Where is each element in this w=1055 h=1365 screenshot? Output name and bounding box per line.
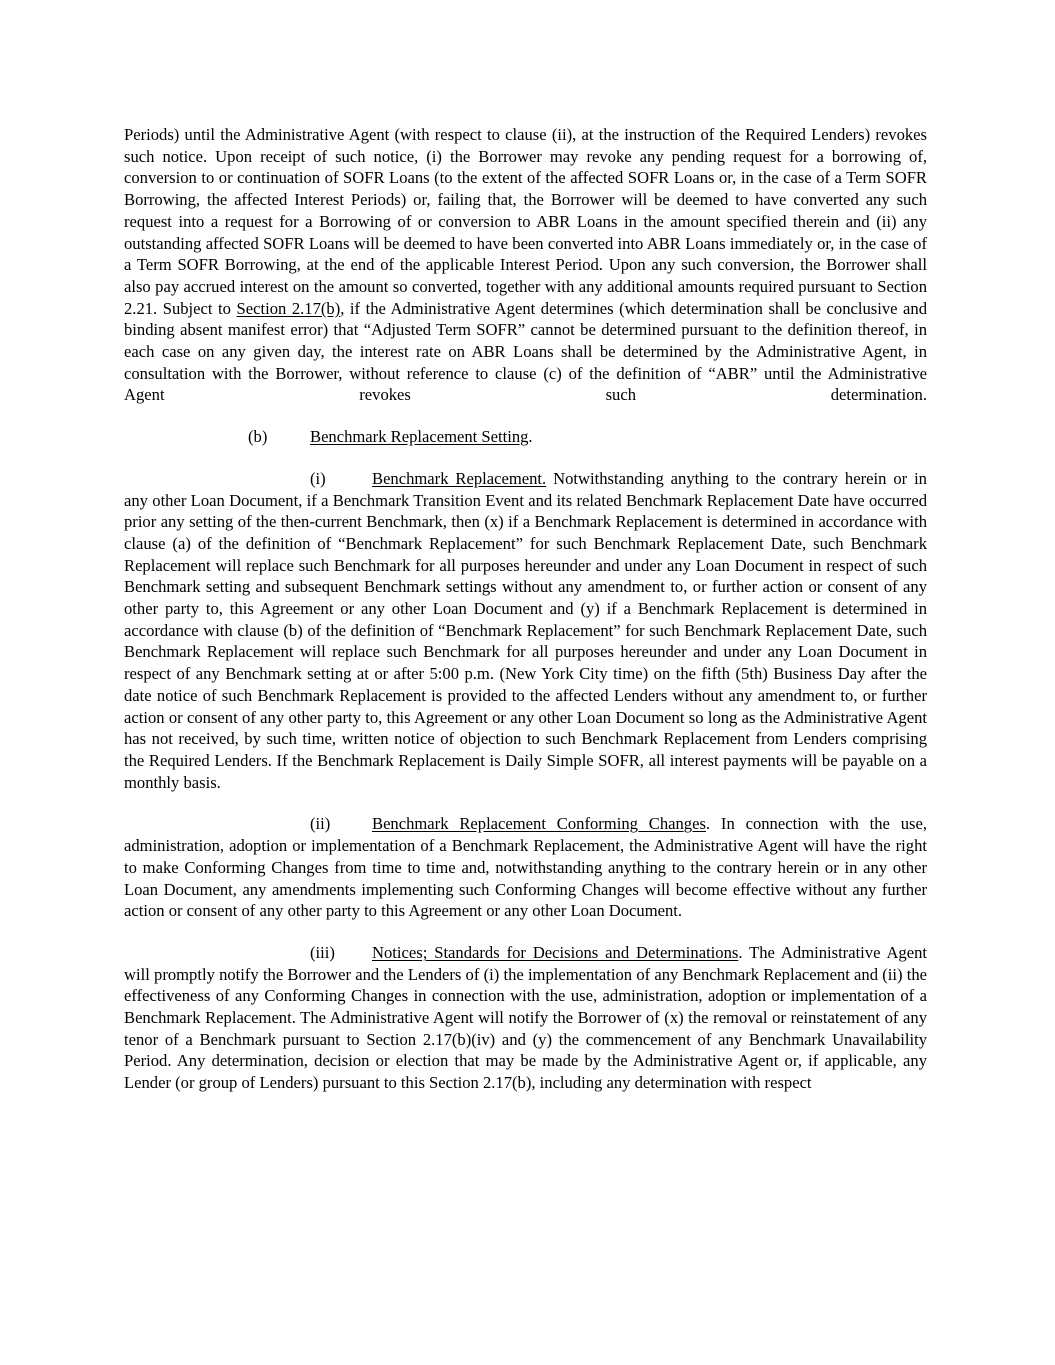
subsection-iii [124, 942, 927, 1094]
subsection-ii-number: (ii) [310, 814, 331, 834]
subsection-iii-text: . The Administrative Agent will promptly notify the Borrower and the Lenders of (i) the implementation of any Benchmark Replacement and (ii) the effectiveness of any Conforming Changes in connection with the use, administration, adoption or implementation of a Benchmark Replacement. The Administrative Agent will notify the Borrower of (x) the removal or reinstatement of any tenor of a Benchmark pursuant to Section 2.17(b)(iv) and (y) the commencement of any Benchmark Unavailability Period. Any determination, decision or election that may be made by the Administrative Agent or, if applicable, any Lender (or group of Lenders) pursuant to this Section 2.17(b), including any determination with respect [124, 942, 928, 1093]
subsection-i [124, 468, 927, 794]
section-2-17b-reference: Section 2.17(b) [236, 298, 341, 318]
section-b-heading [124, 426, 927, 448]
subsection-ii [124, 813, 927, 922]
subsection-iii-title: Notices; Standards for Decisions and Determinations [372, 942, 739, 962]
paragraph-a-continued [124, 124, 927, 406]
paragraph-a-tail: , if the Administrative Agent determines (which determination shall be conclusive and binding absent manifest error) that “Adjusted Term SOFR” cannot be determined pursuant to the definition thereof, in each case on any given day, the interest rate on ABR Loans shall be determined by the Administrative Agent, in consultation with the Borrower, without reference to clause (c) of the definition of “ABR” until the Administrative Agent revokes such determination. [124, 298, 928, 405]
section-b-suffix: . [528, 427, 533, 447]
section-b-title: Benchmark Replacement Setting [310, 427, 529, 447]
subsection-iii-number: (iii) [310, 942, 335, 962]
paragraph-a-text: Periods) until the Administrative Agent (with respect to clause (ii), at the instruction of the Required Lenders) revokes such notice. Upon receipt of such notice, (i) the Borrower may revoke any pending request for a borrowing of, conversion to or continuation of SOFR Loans (to the extent of the affected SOFR Loans or, in the case of a Term SOFR Borrowing, the affected Interest Periods) or, failing that, the Borrower will be deemed to have converted any such request into a request for a Borrowing of or conversion to ABR Loans in the amount specified therein and (ii) any outstanding affected SOFR Loans will be deemed to have been converted into ABR Loans immediately or, in the case of a Term SOFR Borrowing, at the end of the applicable Interest Period. Upon any such conversion, the Borrower shall also pay accrued interest on the amount so converted, together with any additional amounts required pursuant to Section 2.21. Subject to [124, 125, 927, 318]
subsection-ii-text: . In connection with the use, administration, adoption or implementation of a Benchmark Replacement, the Administrative Agent will have the right to make Conforming Changes from time to time and, notwithstanding anything to the contrary herein or in any other Loan Document, any amendments implementing such Conforming Changes will become effective without any further action or consent of any other party to this Agreement or any other Loan Document. [124, 814, 927, 921]
document-page [124, 124, 927, 1094]
section-b-number: (b) [248, 427, 268, 447]
subsection-i-title: Benchmark Replacement. [372, 468, 547, 488]
subsection-ii-title: Benchmark Replacement Conforming Changes [372, 814, 706, 834]
subsection-i-text: Notwithstanding anything to the contrary herein or in any other Loan Document, if a Benchmark Transition Event and its related Benchmark Replacement Date have occurred prior any setting of the then-current Benchmark, then (x) if a Benchmark Replacement is determined in accordance with clause (a) of the definition of “Benchmark Replacement” for such Benchmark Replacement Date, such Benchmark Replacement will replace such Benchmark for all purposes hereunder and under any Loan Document in respect of such Benchmark setting and subsequent Benchmark settings without any amendment to, or further action or consent of any other party to, this Agreement or any other Loan Document and (y) if a Benchmark Replacement is determined in accordance with clause (b) of the definition of “Benchmark Replacement” for such Benchmark Replacement Date, such Benchmark Replacement will replace such Benchmark for all purposes hereunder and under any Loan Document in respect of any Benchmark setting at or after 5:00 p.m. (New York City time) on the fifth (5th) Business Day after the date notice of such Benchmark Replacement is provided to the affected Lenders without any amendment to, or further action or consent of any other party to, this Agreement or any other Loan Document so long as the Administrative Agent has not received, by such time, written notice of objection to such Benchmark Replacement from Lenders comprising the Required Lenders. If the Benchmark Replacement is Daily Simple SOFR, all interest payments will be payable on a monthly basis. [124, 468, 927, 792]
subsection-i-number: (i) [310, 468, 326, 488]
